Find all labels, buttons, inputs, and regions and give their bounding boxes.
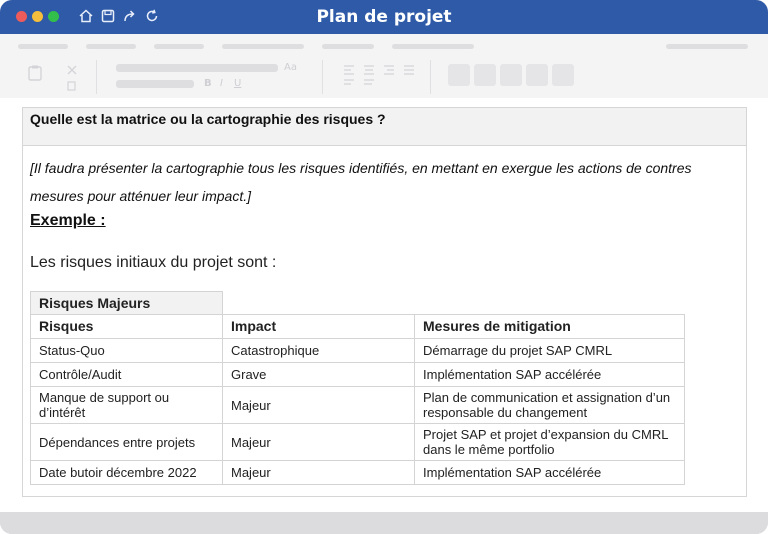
ribbon-separator (322, 60, 323, 94)
style-preset[interactable] (448, 64, 470, 86)
table-row (31, 363, 685, 387)
table-row (31, 387, 685, 424)
table-cell: Grave (223, 363, 415, 387)
paragraph-align-icons[interactable] (342, 62, 414, 88)
table-row (31, 339, 685, 363)
question-header (23, 108, 746, 146)
risks-table (30, 291, 685, 485)
table-cell: Status-Quo (31, 339, 223, 363)
ribbon-tab[interactable] (154, 44, 204, 49)
column-header: Mesures de mitigation (415, 315, 685, 339)
table-cell: Majeur (223, 424, 415, 461)
table-row (31, 424, 685, 461)
cut-icon[interactable] (66, 64, 78, 76)
table-cell: Manque de support ou d’intérêt (31, 387, 223, 424)
status-bar (0, 512, 768, 534)
title-bar (0, 0, 768, 34)
table-cell: Dépendances entre projets (31, 424, 223, 461)
ribbon-toolbar (0, 34, 768, 99)
bold-icon[interactable]: B (204, 78, 212, 89)
ribbon-separator (96, 60, 97, 94)
table-cell: Majeur (223, 387, 415, 424)
table-cell: Implémentation SAP accélérée (415, 363, 685, 387)
paste-icon[interactable] (26, 64, 44, 82)
question-text: Quelle est la matrice ou la cartographie des risques ? (30, 111, 386, 127)
instruction-text: [Il faudra présenter la cartographie tous les risques identifiés, en mettant en exergue les actions de contres mesures pour atténuer leur impact.] (30, 160, 692, 204)
ribbon-tab[interactable] (392, 44, 474, 49)
table-cell: Plan de communication et assignation d’un responsable du changement (415, 387, 685, 424)
underline-icon[interactable]: U (234, 78, 242, 89)
ribbon-tab[interactable] (666, 44, 748, 49)
ribbon-separator (430, 60, 431, 94)
style-preset[interactable] (526, 64, 548, 86)
ribbon-tab[interactable] (222, 44, 304, 49)
table-cell: Projet SAP et projet d’expansion du CMRL dans le même portfolio (415, 424, 685, 461)
font-size-dropdown[interactable] (116, 80, 194, 88)
table-cell: Date butoir décembre 2022 (31, 461, 223, 485)
table-cell: Catastrophique (223, 339, 415, 363)
ribbon-tab[interactable] (18, 44, 68, 49)
ribbon-tab[interactable] (86, 44, 136, 49)
column-header: Risques (31, 315, 223, 339)
document-area (0, 98, 768, 512)
ribbon-tab[interactable] (322, 44, 374, 49)
question-section (22, 107, 747, 497)
table-cell: Implémentation SAP accélérée (415, 461, 685, 485)
window-title: Plan de projet (316, 7, 452, 27)
font-size-icon[interactable]: Aa (284, 62, 297, 73)
column-header: Impact (223, 315, 415, 339)
table-cell: Contrôle/Audit (31, 363, 223, 387)
table-cell: Majeur (223, 461, 415, 485)
font-name-dropdown[interactable] (116, 64, 278, 72)
table-header-row (31, 315, 685, 339)
style-preset[interactable] (552, 64, 574, 86)
style-preset[interactable] (474, 64, 496, 86)
table-cell: Démarrage du projet SAP CMRL (415, 339, 685, 363)
italic-icon[interactable]: I (220, 78, 223, 89)
copy-icon[interactable] (66, 80, 78, 92)
table-row (31, 461, 685, 485)
example-label: Exemple : (30, 212, 106, 229)
style-preset[interactable] (500, 64, 522, 86)
intro-text: Les risques initiaux du projet sont : (30, 254, 277, 271)
table-caption: Risques Majeurs (31, 292, 223, 315)
